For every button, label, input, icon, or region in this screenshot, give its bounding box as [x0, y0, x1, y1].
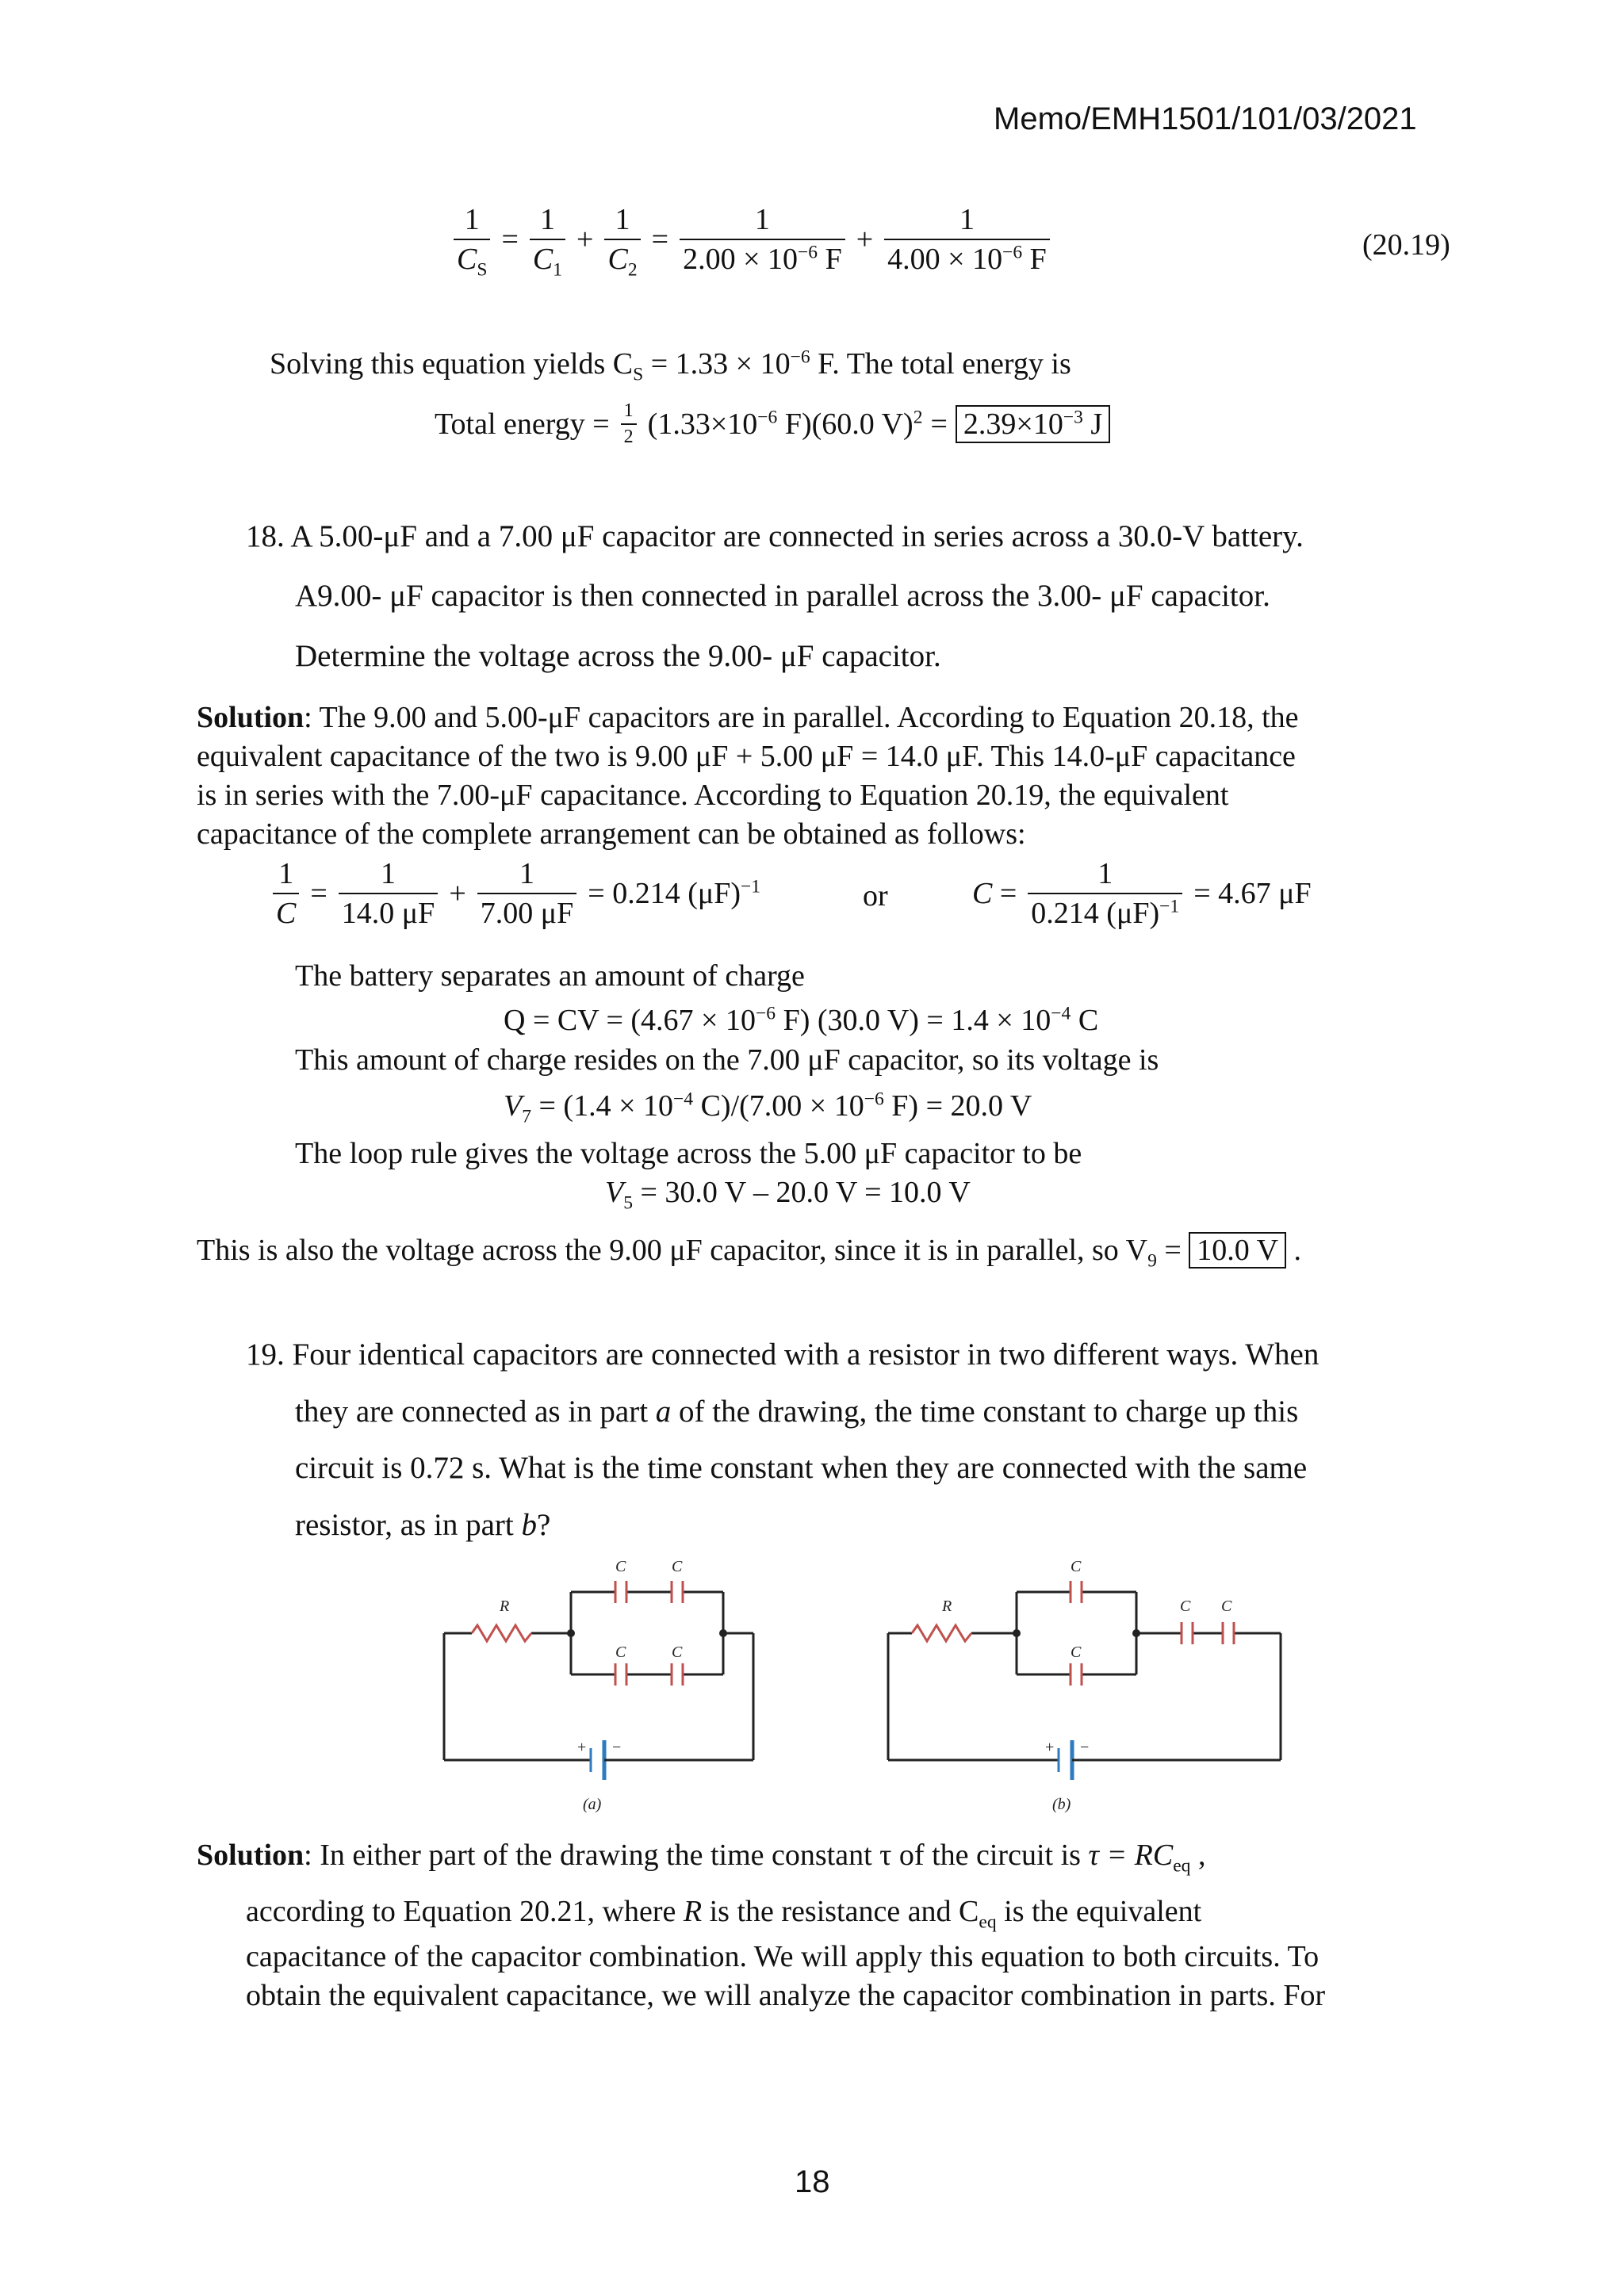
q18-line-3: Determine the voltage across the 9.00- μF capacitor.: [295, 639, 941, 673]
sol18-loop: The loop rule gives the voltage across the 5.00 μF capacitor to be: [295, 1137, 1082, 1170]
circuit-b: [888, 1592, 1281, 1760]
circuit-a: [444, 1592, 753, 1760]
circuit-figures: [428, 1554, 1316, 1823]
q19-line-2: they are connected as in part a of the drawing, the time constant to charge up this: [295, 1395, 1299, 1429]
sol18-v5: $V_5 = 30.0$ V – 20.0 V = 10.0 V: [605, 1176, 971, 1214]
svg-text:C: C: [672, 1558, 683, 1575]
final-answer-box: 10.0 V: [1189, 1232, 1286, 1269]
svg-text:+: +: [577, 1739, 587, 1756]
sol18-para-2: equivalent capacitance of the two is 9.00 μF + 5.00 μF = 14.0 μF. This 14.0-μF capacitance: [197, 740, 1296, 773]
battery-a: [591, 1740, 615, 1780]
page-number: 18: [795, 2164, 830, 2199]
sol18-or: or: [863, 879, 888, 913]
svg-text:C: C: [1180, 1598, 1191, 1615]
total-energy-answer: $2.39\times 10^{-3}$ J: [956, 405, 1110, 443]
capacitors-a: [615, 1581, 683, 1686]
solving-line: Solving this equation yields $C_S = 1.33 \times 10^{-6}$ F. The total energy is: [270, 346, 1071, 385]
svg-text:−: −: [1080, 1739, 1090, 1756]
equation-number: (20.19): [1362, 228, 1450, 262]
sol18-final: This is also the voltage across the 9.00 μF capacitor, since it is in parallel, so $V_9 = 10.0$ V .: [197, 1234, 1302, 1272]
sol18-equation-left: $\frac{1}{C}$ = $\frac{1}{14.0 \mu F}$ + $\frac{1}{7.00 \mu F}$ = 0.214 $(\mu F)^{-1}$: [270, 856, 760, 931]
sol18-equation-right: C = $\frac{1}{0.214 (\mu F)^{-1}}$ = 4.67 μF: [972, 857, 1312, 930]
svg-text:C: C: [615, 1558, 626, 1575]
sol19-line-1: Solution: In either part of the drawing the time constant τ of the circuit is $\tau = RC_{eq}$ ,: [197, 1839, 1206, 1877]
svg-text:−: −: [612, 1739, 622, 1756]
sol18-battery: The battery separates an amount of charge: [295, 959, 805, 993]
svg-text:C: C: [1071, 1644, 1082, 1661]
sol19-line-4: obtain the equivalent capacitance, we will analyze the capacitor combination in parts. For: [246, 1979, 1326, 2012]
svg-text:(a): (a): [583, 1796, 602, 1813]
sol18-resides: This amount of charge resides on the 7.00 μF capacitor, so its voltage is: [295, 1043, 1159, 1077]
sol18-para-3: is in series with the 7.00-μF capacitance. According to Equation 20.19, the equivalent: [197, 779, 1229, 812]
memo-reference: Memo/EMH1501/101/03/2021: [994, 101, 1417, 136]
svg-text:C: C: [672, 1644, 683, 1661]
total-energy-equation: Total energy = $\frac{1}{2}$ ($1.33\times 10^{-6}$ F)(60.0 V)$^2$ = $2.39\times 10^{-3}$ J: [435, 400, 1110, 448]
svg-text:C: C: [615, 1644, 626, 1661]
sol19-line-3: capacitance of the capacitor combination. We will apply this equation to both circuits. To: [246, 1940, 1320, 1973]
resistor-a: [472, 1625, 531, 1641]
sol18-para-4: capacitance of the complete arrangement can be obtained as follows:: [197, 817, 1026, 851]
svg-text:R: R: [942, 1598, 952, 1615]
q18-line-2: A9.00- μF capacitor is then connected in parallel across the 3.00- μF capacitor.: [295, 579, 1270, 613]
svg-text:(b): (b): [1052, 1796, 1071, 1813]
battery-b: [1059, 1740, 1082, 1780]
q19-line-1: 19. Four identical capacitors are connected with a resistor in two different ways. When: [246, 1337, 1320, 1372]
sol18-charge: Q = CV = ($4.67 \times 10^{-6}$ F) (30.0 $V) = 1.4 \times 10^{-4}$ C: [504, 1003, 1099, 1037]
svg-text:+: +: [1045, 1739, 1055, 1756]
q19-line-3: circuit is 0.72 s. What is the time constant when they are connected with the same: [295, 1451, 1308, 1485]
q18-line-1: 18. A 5.00-μF and a 7.00 μF capacitor are connected in series across a 30.0-V battery.: [246, 519, 1304, 553]
q19-line-4: resistor, as in part b?: [295, 1508, 551, 1542]
svg-text:R: R: [500, 1598, 510, 1615]
svg-text:C: C: [1221, 1598, 1232, 1615]
sol18-para-1: Solution: The 9.00 and 5.00-μF capacitors are in parallel. According to Equation 20.18, the: [197, 701, 1299, 734]
sol18-v7: $V_7 = (1.4 \times 10^{-4}$ $C)/(7.00 \times 10^{-6}$ F) = 20.0 V: [504, 1089, 1032, 1127]
resistor-b: [912, 1625, 971, 1641]
svg-text:C: C: [1071, 1558, 1082, 1575]
equation-20-19: $\frac{1}{C_S}$ = $\frac{1}{C_1}$ + $\frac{1}{C_2}$ = $\frac{1}{2.00 \times 10^{-6} F}$ + $\frac{1}{4.00 \times 10^{-6} F}$: [450, 202, 1053, 277]
sol19-line-2: according to Equation 20.21, where R is the resistance and $C_{eq}$ is the equivalent: [246, 1895, 1202, 1933]
